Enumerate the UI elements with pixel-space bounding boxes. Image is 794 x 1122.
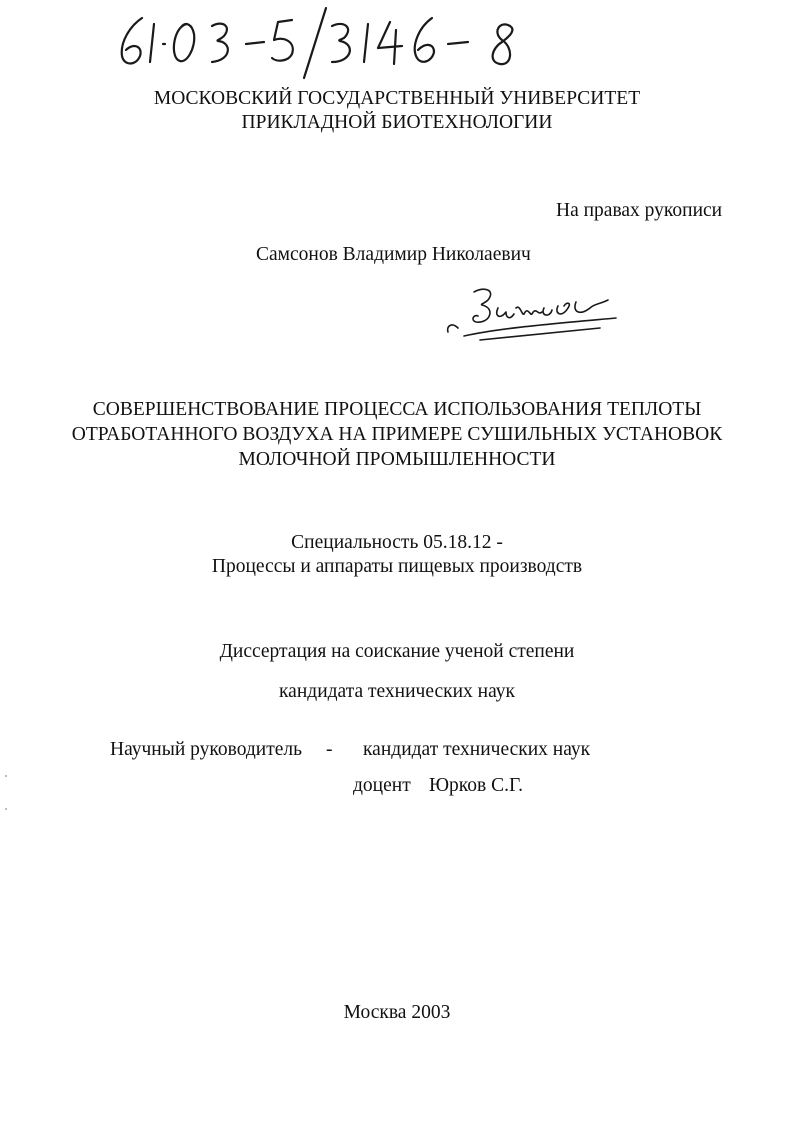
thesis-title — [0, 397, 794, 472]
thesis-title-line-2: ОТРАБОТАННОГО ВОЗДУХА НА ПРИМЕРЕ СУШИЛЬНЫХ УСТАНОВОК — [71, 424, 723, 445]
advisor-label: Научный руководитель — [110, 739, 303, 760]
advisor-dash: - — [326, 739, 333, 760]
dissertation-block — [0, 640, 794, 704]
author-signature — [440, 278, 620, 350]
advisor-degree: кандидат технических наук — [363, 739, 591, 760]
handwritten-archive-code — [112, 4, 542, 84]
advisor-title: доцент — [353, 775, 411, 796]
author-name: Самсонов Владимир Николаевич — [256, 244, 531, 265]
handwritten-code-drawing — [112, 4, 542, 84]
scan-speck — [5, 808, 7, 810]
city-year: Москва 2003 — [343, 1002, 451, 1023]
university-line-1: МОСКОВСКИЙ ГОСУДАРСТВЕННЫЙ УНИВЕРСИТЕТ — [153, 88, 641, 109]
university-line-2: ПРИКЛАДНОЙ БИОТЕХНОЛОГИИ — [241, 112, 553, 133]
rights-note: На правах рукописи — [556, 200, 723, 221]
specialty-name: Процессы и аппараты пищевых производств — [211, 556, 583, 577]
signature-drawing — [440, 278, 620, 350]
advisor-name: Юрков С.Г. — [429, 775, 523, 796]
specialty-block — [0, 531, 794, 579]
thesis-title-line-1: СОВЕРШЕНСТВОВАНИЕ ПРОЦЕССА ИСПОЛЬЗОВАНИЯ ТЕПЛОТЫ — [92, 399, 702, 420]
scan-speck — [5, 775, 7, 777]
thesis-title-line-3: МОЛОЧНОЙ ПРОМЫШЛЕННОСТИ — [238, 449, 556, 470]
specialty-code: Специальность 05.18.12 - — [291, 532, 503, 553]
dissertation-line-1: Диссертация на соискание ученой степени — [219, 641, 575, 662]
university-header — [0, 87, 794, 135]
dissertation-line-2: кандидата технических наук — [279, 681, 515, 702]
